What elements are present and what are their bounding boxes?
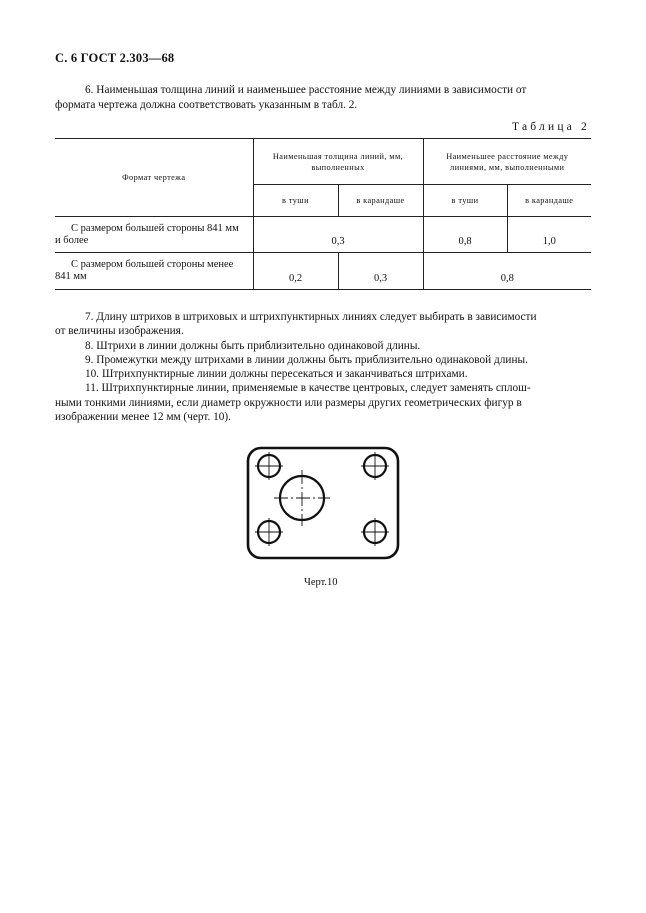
item-7-line2: от величины изображения. <box>55 325 184 338</box>
subheader-thickness-pencil: в карандаше <box>338 185 423 217</box>
page-header: С. 6 ГОСТ 2.303—68 <box>55 51 175 65</box>
item-10: 10. Штрихпунктирные линии должны пересекаться и заканчиваться штрихами. <box>85 368 468 381</box>
item-11-line1: 11. Штрихпунктирные линии, применяемые в качестве центровых, следует заменять сплош- <box>85 382 531 395</box>
row2-label-line1: С размером большей стороны менее <box>71 259 234 270</box>
row2-thickness-ink: 0,2 <box>253 253 338 290</box>
item-11-line3: изображении менее 12 мм (черт. 10). <box>55 411 232 424</box>
row2-label <box>55 253 253 290</box>
header-distance: Наименьшее расстояние между линиями, мм, выполненными <box>423 139 591 185</box>
item-9: 9. Промежутки между штрихами в линии должны быть приблизительно одинаковой длины. <box>85 353 528 366</box>
table-caption: Таблица 2 <box>512 121 590 133</box>
row2-thickness-pencil: 0,3 <box>338 253 423 290</box>
row1-distance-pencil: 1,0 <box>507 217 591 253</box>
header-thickness: Наименьшая толщина линий, мм, выполненных <box>253 139 423 185</box>
row1-label-line1: С размером большей стороны 841 мм <box>71 222 239 234</box>
item-8: 8. Штрихи в линии должны быть приблизительно одинаковой длины. <box>85 339 421 352</box>
header-format: Формат чертежа <box>55 139 253 217</box>
row1-label <box>55 217 253 253</box>
row1-label-line2: и более <box>55 234 89 246</box>
item-7-line1: 7. Длину штрихов в штриховых и штрихпунктирных линиях следует выбирать в зависимости <box>85 311 537 323</box>
drawing-10 <box>244 444 406 566</box>
subheader-distance-pencil: в карандаше <box>507 185 591 217</box>
paragraph-6-line1: 6. Наименьшая толщина линий и наименьшее расстояние между линиями в зависимости от <box>85 84 527 96</box>
items-list <box>55 310 590 424</box>
paragraph-6-line2: формата чертежа должна соответствовать указанным в табл. 2. <box>55 98 358 111</box>
subheader-thickness-ink: в туши <box>253 185 338 217</box>
paragraph-6 <box>55 83 590 112</box>
row1-thickness: 0,3 <box>253 217 423 253</box>
figure-caption: Черт.10 <box>304 577 338 588</box>
row2-distance: 0,8 <box>423 253 591 290</box>
row1-distance-ink: 0,8 <box>423 217 507 253</box>
row2-label-line2: 841 мм <box>55 271 87 282</box>
item-11-line2: ными тонкими линиями, если диаметр окружности или размеры других геометрических фигур в <box>55 396 522 409</box>
table-2 <box>55 138 591 290</box>
subheader-distance-ink: в туши <box>423 185 507 217</box>
